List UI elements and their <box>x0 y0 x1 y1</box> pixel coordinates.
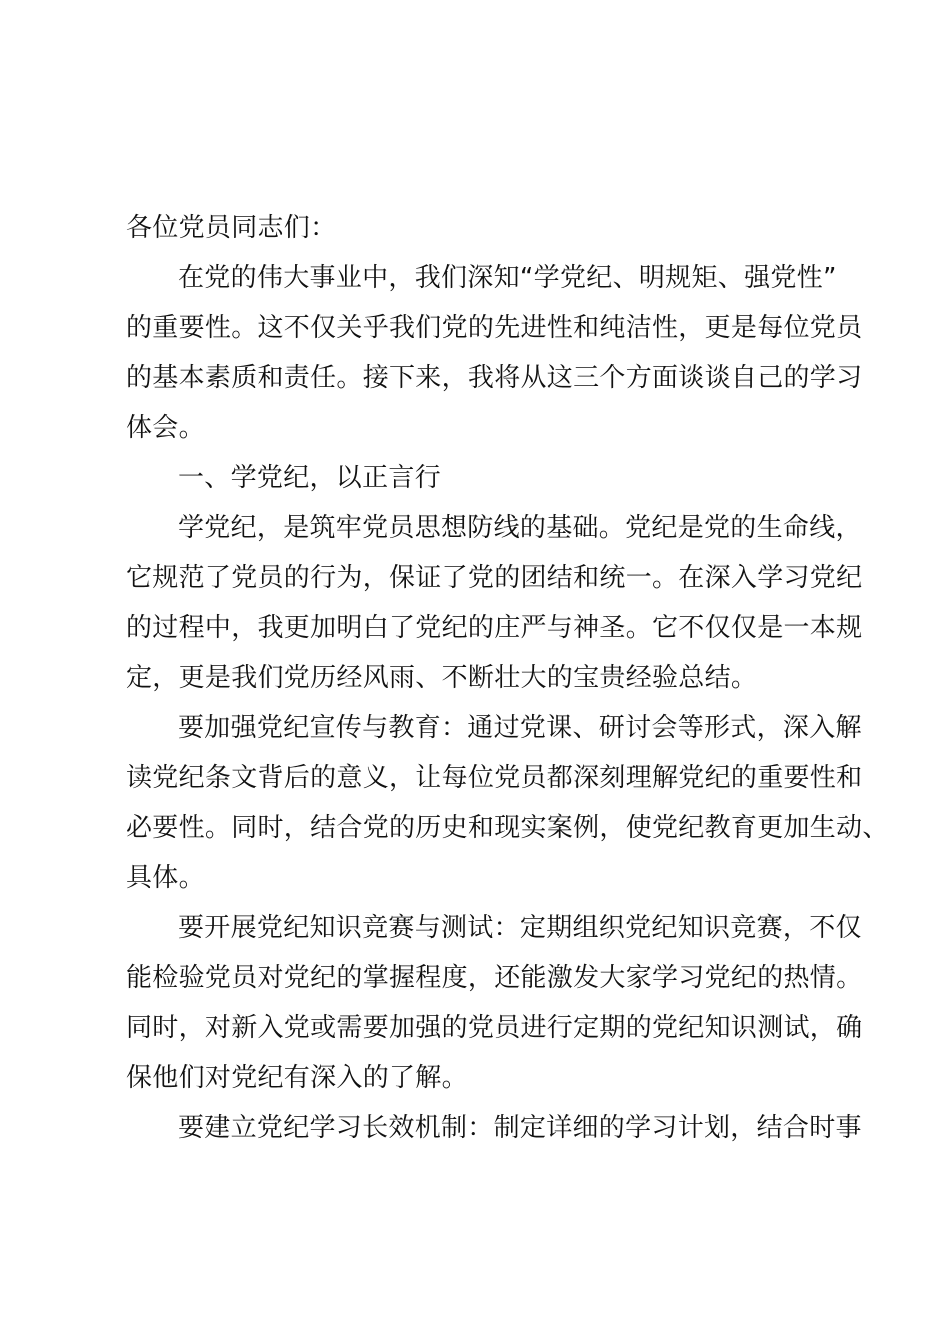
paragraph-line: 的重要性。这不仅关乎我们党的先进性和纯洁性，更是每位党员 <box>126 313 863 343</box>
paragraph-line: 它规范了党员的行为，保证了党的团结和统一。在深入学习党纪 <box>126 563 863 593</box>
section-heading: 一、学党纪，以正言行 <box>178 463 442 493</box>
paragraph-line: 要加强党纪宣传与教育：通过党课、研讨会等形式，深入解 <box>178 713 862 743</box>
paragraph-line: 读党纪条文背后的意义，让每位党员都深刻理解党纪的重要性和 <box>126 763 863 793</box>
paragraph-line: 能检验党员对党纪的掌握程度，还能激发大家学习党纪的热情。 <box>126 963 863 993</box>
document-body <box>126 203 889 1153</box>
paragraph-line: 在党的伟大事业中，我们深知“学党纪、明规矩、强党性” <box>178 263 837 293</box>
paragraph-line: 体会。 <box>126 413 205 443</box>
paragraph-line: 具体。 <box>126 863 205 893</box>
paragraph-line: 保他们对党纪有深入的了解。 <box>126 1063 468 1093</box>
paragraph-line: 学党纪，是筑牢党员思想防线的基础。党纪是党的生命线， <box>178 513 862 543</box>
paragraph-line: 要建立党纪学习长效机制：制定详细的学习计划，结合时事 <box>178 1113 862 1143</box>
paragraph-line: 的过程中，我更加明白了党纪的庄严与神圣。它不仅仅是一本规 <box>126 613 863 643</box>
paragraph-line: 的基本素质和责任。接下来，我将从这三个方面谈谈自己的学习 <box>126 363 863 393</box>
salutation: 各位党员同志们： <box>126 213 337 243</box>
paragraph-line: 定，更是我们党历经风雨、不断壮大的宝贵经验总结。 <box>126 663 758 693</box>
paragraph-line: 必要性。同时，结合党的历史和现实案例，使党纪教育更加生动、 <box>126 813 889 843</box>
paragraph-line: 要开展党纪知识竞赛与测试：定期组织党纪知识竞赛，不仅 <box>178 913 862 943</box>
paragraph-line: 同时，对新入党或需要加强的党员进行定期的党纪知识测试，确 <box>126 1013 863 1043</box>
